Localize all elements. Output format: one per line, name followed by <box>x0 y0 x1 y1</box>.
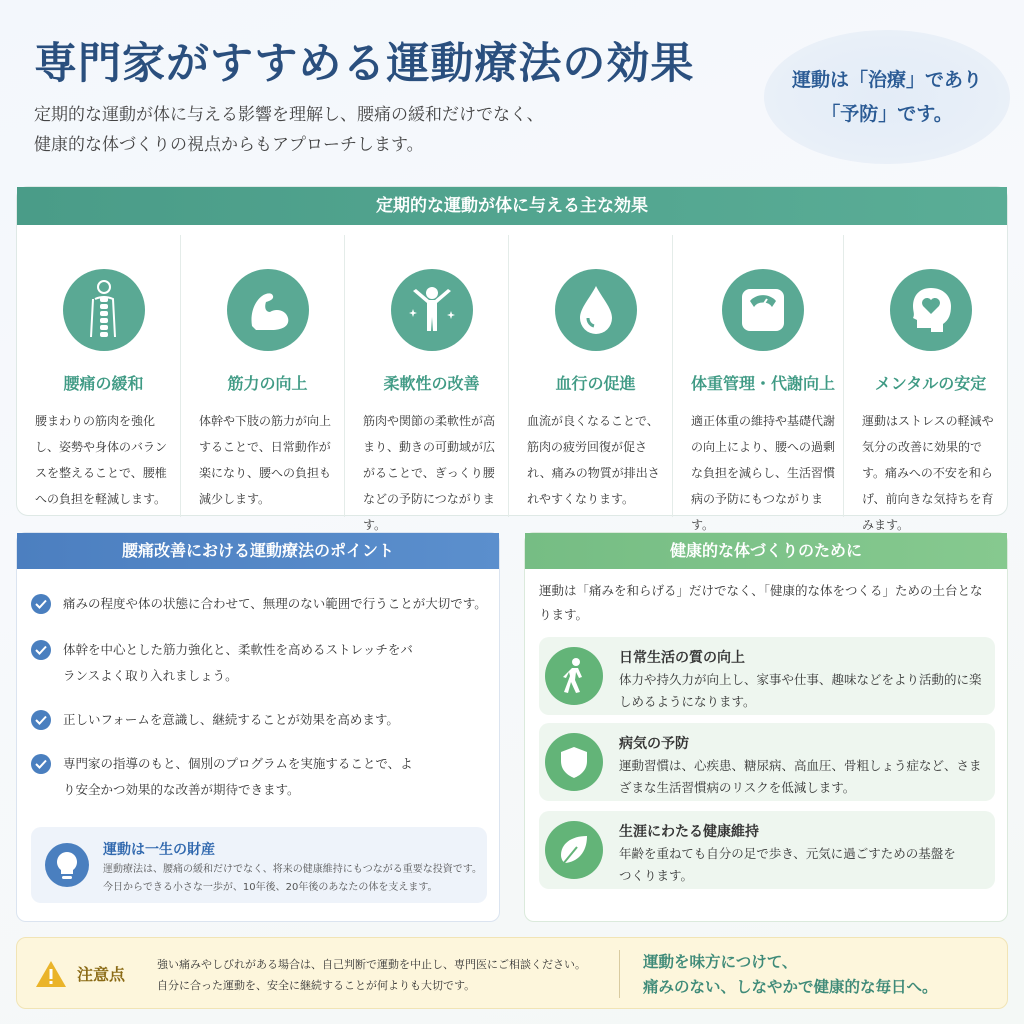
health-card <box>539 637 995 715</box>
effect-title: 血行の促進 <box>555 374 636 393</box>
effect-text: 腰まわりの筋肉を強化し、姿勢や身体のバランスを整えることで、腰椎への負担を軽減します。 <box>35 414 168 506</box>
slogan-line: 運動を味方につけて、 <box>643 953 798 971</box>
asset-text <box>103 861 483 897</box>
points-panel <box>16 532 500 922</box>
health-card <box>539 811 995 889</box>
health-card-title: 病気の予防 <box>619 736 689 752</box>
subtitle-line: 定期的な運動が体に与える影響を理解し、腰痛の緩和だけでなく、 <box>34 105 544 125</box>
spine-icon <box>63 269 145 351</box>
footer-banner <box>16 937 1008 1009</box>
health-card-title: 生涯にわたる健康維持 <box>619 824 759 840</box>
effect-text: 運動はストレスの軽減や気分の改善に効果的です。痛みへの不安を和らげ、前向きな気持ちを育みます。 <box>862 414 994 532</box>
effect-title: 筋力の向上 <box>227 374 308 393</box>
check-icon <box>31 754 51 774</box>
check-icon <box>31 640 51 660</box>
health-card-text: 年齢を重ねても自分の足で歩き、元気に過ごすための基盤をつくります。 <box>619 846 956 883</box>
effect-card <box>345 235 509 532</box>
effect-card <box>509 235 673 517</box>
point-item <box>31 707 493 733</box>
scale-icon <box>722 269 804 351</box>
asset-title: 運動は一生の財産 <box>103 842 215 858</box>
health-card-text: 運動習慣は、心疾患、糖尿病、高血圧、骨粗しょう症など、さまざまな生活習慣病のリスクを低減します。 <box>619 758 982 795</box>
warning-text <box>157 954 617 996</box>
badge-line: 「予防」です。 <box>821 103 953 125</box>
effect-text: 筋肉や関節の柔軟性が高まり、動きの可動域が広がることで、ぎっくり腰などの予防につながります。 <box>363 414 496 532</box>
effects-section <box>16 186 1008 532</box>
health-card <box>539 723 995 801</box>
point-item <box>31 637 423 689</box>
lightbulb-icon <box>45 843 89 887</box>
effect-title: 腰痛の緩和 <box>63 374 144 393</box>
page-title: 専門家がすすめる運動療法の効果 <box>34 39 695 89</box>
walking-person-icon <box>545 647 603 705</box>
effect-title: 柔軟性の改善 <box>383 374 480 393</box>
effect-card <box>17 235 181 517</box>
warning-line: 強い痛みやしびれがある場合は、自己判断で運動を中止し、専門医にご相談ください。 <box>157 958 586 971</box>
page-subtitle <box>34 100 674 160</box>
health-card-title: 日常生活の質の向上 <box>619 650 745 666</box>
health-panel <box>524 532 1008 922</box>
point-text: 痛みの程度や体の状態に合わせて、無理のない範囲で行うことが大切です。 <box>63 596 487 611</box>
effect-card <box>673 235 844 532</box>
warning-icon <box>35 960 67 992</box>
point-item <box>31 751 413 803</box>
health-intro: 運動は「痛みを和らげる」だけでなく、「健康的な体をつくる」ための土台となります。 <box>539 583 983 622</box>
footer-divider <box>619 950 620 998</box>
closing-slogan <box>643 950 1003 1000</box>
health-card-text: 体力や持久力が向上し、家事や仕事、趣味などをより活動的に楽しめるようになります。 <box>619 672 982 709</box>
points-heading: 腰痛改善における運動療法のポイント <box>17 533 499 569</box>
point-text: 体幹を中心とした筋力強化と、柔軟性を高めるストレッチをバランスよく取り入れましょう。 <box>63 642 413 683</box>
effects-heading: 定期的な運動が体に与える主な効果 <box>17 187 1007 225</box>
effect-title: メンタルの安定 <box>874 374 987 393</box>
stretching-person-icon <box>391 269 473 351</box>
point-text: 正しいフォームを意識し、継続することが効果を高めます。 <box>63 712 399 727</box>
effect-text: 血流が良くなることで、筋肉の疲労回復が促され、痛みの物質が排出されやすくなります。 <box>527 414 660 506</box>
asset-text-line: 今日からできる小さな一歩が、10年後、20年後のあなたの体を支えます。 <box>103 882 438 893</box>
asset-text-line: 運動療法は、腰痛の緩和だけでなく、将来の健康維持にもつながる重要な投資です。 <box>103 864 482 875</box>
effect-text: 体幹や下肢の筋力が向上することで、日常動作が楽になり、腰への負担も減少します。 <box>199 414 332 506</box>
effect-title: 体重管理・代謝向上 <box>691 374 836 393</box>
motto-badge <box>764 30 1010 164</box>
shield-icon <box>545 733 603 791</box>
badge-line: 運動は「治療」であり <box>791 69 982 91</box>
effect-card <box>844 235 1007 532</box>
warning-label: 注意点 <box>77 965 126 984</box>
header <box>0 0 1024 180</box>
check-icon <box>31 710 51 730</box>
point-text: 専門家の指導のもと、個別のプログラムを実施することで、より安全かつ効果的な改善が期待できます。 <box>63 756 413 797</box>
effect-text: 適正体重の維持や基礎代謝の向上により、腰への過剰な負担を減らし、生活習慣病の予防にもつながります。 <box>691 414 836 532</box>
check-icon <box>31 594 51 614</box>
muscle-arm-icon <box>227 269 309 351</box>
slogan-line: 痛みのない、しなやかで健康的な毎日へ。 <box>643 978 938 996</box>
effect-card <box>181 235 345 517</box>
subtitle-line: 健康的な体づくりの視点からもアプローチします。 <box>34 135 424 155</box>
leaf-icon <box>545 821 603 879</box>
point-item <box>31 591 493 617</box>
water-drop-icon <box>555 269 637 351</box>
asset-box <box>31 827 487 903</box>
head-heart-icon <box>890 269 972 351</box>
health-heading: 健康的な体づくりのために <box>525 533 1007 569</box>
warning-line: 自分に合った運動を、安全に継続することが何よりも大切です。 <box>157 979 476 992</box>
